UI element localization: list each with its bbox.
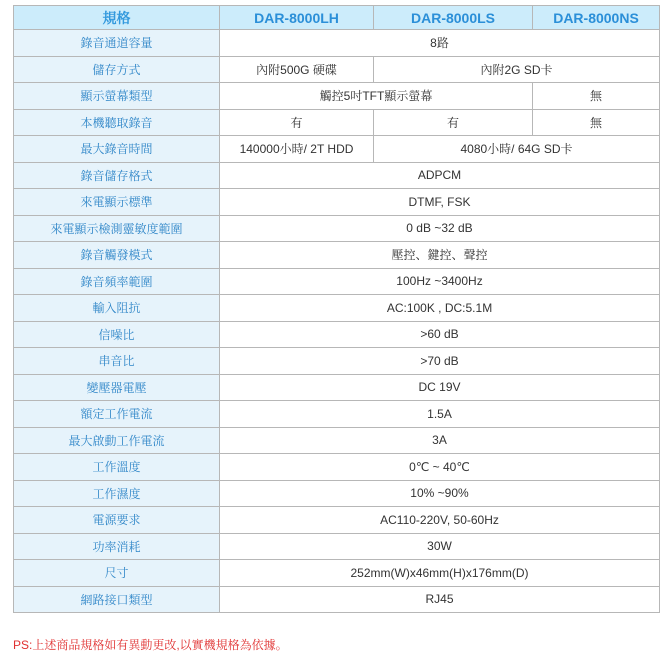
row-label: 額定工作電流 — [14, 401, 220, 428]
row-value: >70 dB — [220, 348, 660, 375]
table-row — [14, 215, 660, 242]
table-row — [14, 454, 660, 481]
row-label: 串音比 — [14, 348, 220, 375]
row-value: >60 dB — [220, 321, 660, 348]
table-row — [14, 427, 660, 454]
row-value-lh: 內附500G 硬碟 — [220, 56, 374, 83]
row-value: 10% ~90% — [220, 480, 660, 507]
header-model-lh: DAR-8000LH — [220, 6, 374, 30]
table-row — [14, 30, 660, 57]
header-model-ls: DAR-8000LS — [374, 6, 533, 30]
table-row — [14, 560, 660, 587]
row-value: 壓控、鍵控、聲控 — [220, 242, 660, 269]
table-row — [14, 374, 660, 401]
row-label: 最大啟動工作電流 — [14, 427, 220, 454]
row-value: DC 19V — [220, 374, 660, 401]
row-value: 8路 — [220, 30, 660, 57]
table-row — [14, 268, 660, 295]
row-value: ADPCM — [220, 162, 660, 189]
table-row — [14, 136, 660, 163]
row-value: 0 dB ~32 dB — [220, 215, 660, 242]
row-label: 錄音儲存格式 — [14, 162, 220, 189]
header-spec-label: 規格 — [14, 6, 220, 30]
row-label: 顯示螢幕類型 — [14, 83, 220, 110]
row-value: 30W — [220, 533, 660, 560]
row-label: 本機聽取錄音 — [14, 109, 220, 136]
row-label: 錄音觸發模式 — [14, 242, 220, 269]
row-label: 信噪比 — [14, 321, 220, 348]
row-value-lh: 140000小時/ 2T HDD — [220, 136, 374, 163]
table-row — [14, 480, 660, 507]
row-value-ls: 有 — [374, 109, 533, 136]
row-label: 輸入阻抗 — [14, 295, 220, 322]
row-label: 來電顯示檢測靈敏度範圍 — [14, 215, 220, 242]
row-label: 變壓器電壓 — [14, 374, 220, 401]
table-row — [14, 56, 660, 83]
header-model-ns: DAR-8000NS — [533, 6, 660, 30]
row-value: 1.5A — [220, 401, 660, 428]
table-row — [14, 321, 660, 348]
row-value-lh: 有 — [220, 109, 374, 136]
row-value-lh-ls: 觸控5吋TFT顯示螢幕 — [220, 83, 533, 110]
row-label: 錄音頻率範圍 — [14, 268, 220, 295]
row-value: RJ45 — [220, 586, 660, 613]
row-label: 功率消耗 — [14, 533, 220, 560]
table-row — [14, 162, 660, 189]
row-label: 來電顯示標準 — [14, 189, 220, 216]
row-value: DTMF, FSK — [220, 189, 660, 216]
row-value: AC110-220V, 50-60Hz — [220, 507, 660, 534]
row-value: AC:100K , DC:5.1M — [220, 295, 660, 322]
disclaimer-note: PS:上述商品規格如有異動更改,以實機規格為依據。 — [13, 638, 288, 652]
row-label: 工作濕度 — [14, 480, 220, 507]
table-row — [14, 507, 660, 534]
table-row — [14, 401, 660, 428]
table-row — [14, 586, 660, 613]
row-value-ns: 無 — [533, 83, 660, 110]
row-value-ls-ns: 內附2G SD卡 — [374, 56, 660, 83]
table-row — [14, 348, 660, 375]
table-row — [14, 533, 660, 560]
row-label: 尺寸 — [14, 560, 220, 587]
row-value: 100Hz ~3400Hz — [220, 268, 660, 295]
row-label: 儲存方式 — [14, 56, 220, 83]
row-value-ns: 無 — [533, 109, 660, 136]
row-value-ls-ns: 4080小時/ 64G SD卡 — [374, 136, 660, 163]
spec-table — [13, 5, 660, 613]
table-row — [14, 109, 660, 136]
row-label: 工作溫度 — [14, 454, 220, 481]
table-row — [14, 83, 660, 110]
table-row — [14, 189, 660, 216]
row-label: 網路接口類型 — [14, 586, 220, 613]
row-label: 最大錄音時間 — [14, 136, 220, 163]
row-value: 0℃ ~ 40℃ — [220, 454, 660, 481]
table-row — [14, 242, 660, 269]
row-label: 錄音通道容量 — [14, 30, 220, 57]
row-value: 252mm(W)x46mm(H)x176mm(D) — [220, 560, 660, 587]
header-row — [14, 6, 660, 30]
row-value: 3A — [220, 427, 660, 454]
table-row — [14, 295, 660, 322]
row-label: 電源要求 — [14, 507, 220, 534]
